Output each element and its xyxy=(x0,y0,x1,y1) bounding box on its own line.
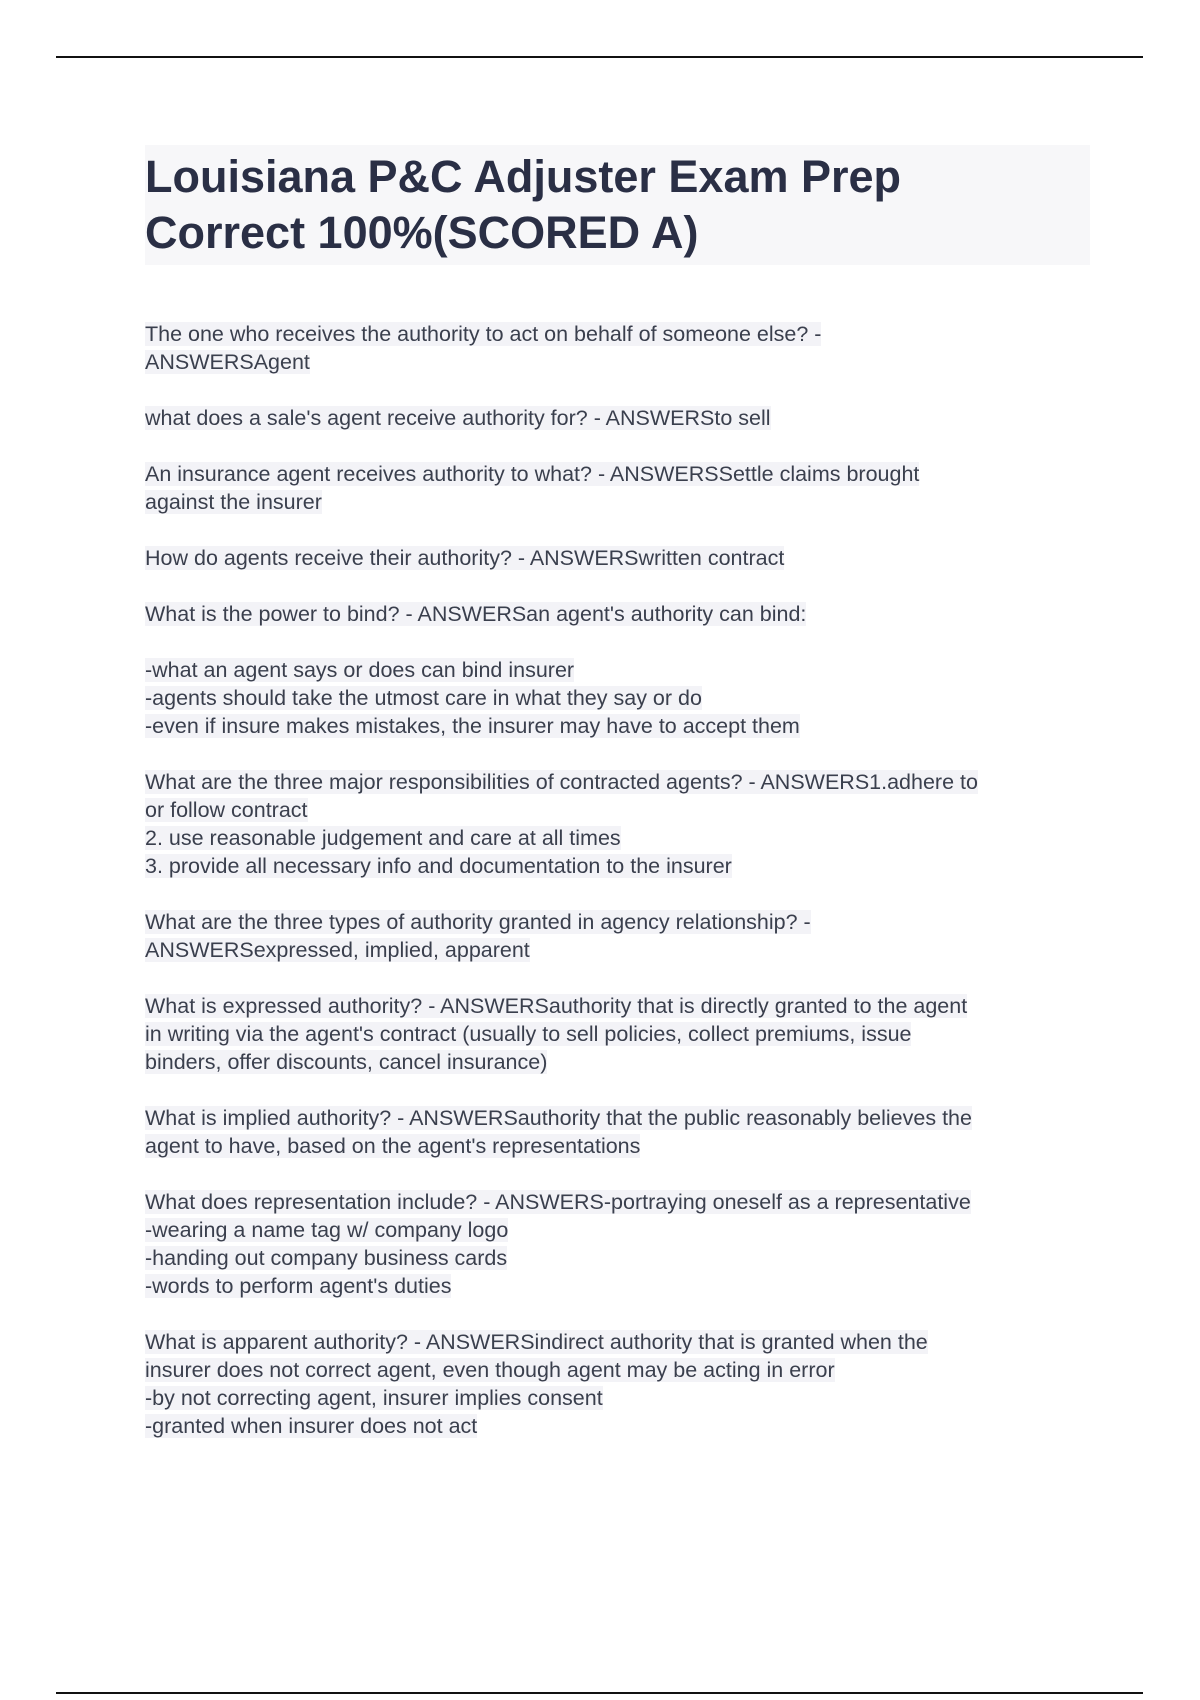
qa-line: How do agents receive their authority? - ANSWERSwritten contract xyxy=(145,546,785,570)
qa-line: What is expressed authority? - ANSWERSauthority that is directly granted to the agent xyxy=(145,994,968,1018)
qa-line: 3. provide all necessary info and documentation to the insurer xyxy=(145,854,732,878)
qa-line: The one who receives the authority to act on behalf of someone else? - xyxy=(145,322,822,346)
qa-line: What are the three major responsibilities of contracted agents? - ANSWERS1.adhere to xyxy=(145,770,978,794)
document-title xyxy=(145,145,1090,265)
title-line-2: Correct 100%(SCORED A) xyxy=(145,207,699,258)
qa-sub-line: -what an agent says or does can bind insurer xyxy=(145,658,575,682)
qa-line: or follow contract xyxy=(145,798,308,822)
qa-line: insurer does not correct agent, even though agent may be acting in error xyxy=(145,1358,835,1382)
top-rule xyxy=(56,56,1143,58)
qa-item-10 xyxy=(145,1188,1090,1300)
qa-line: -wearing a name tag w/ company logo xyxy=(145,1218,509,1242)
qa-line: binders, offer discounts, cancel insurance) xyxy=(145,1050,548,1074)
qa-line: An insurance agent receives authority to what? - ANSWERSSettle claims brought xyxy=(145,462,920,486)
qa-line: -granted when insurer does not act xyxy=(145,1414,478,1438)
qa-item-8 xyxy=(145,992,1090,1076)
qa-line: What is the power to bind? - ANSWERSan agent's authority can bind: xyxy=(145,602,807,626)
qa-line: against the insurer xyxy=(145,490,322,514)
qa-line: ANSWERSexpressed, implied, apparent xyxy=(145,938,530,962)
title-line-1: Louisiana P&C Adjuster Exam Prep xyxy=(145,151,902,202)
qa-item-4 xyxy=(145,544,1090,572)
qa-line: agent to have, based on the agent's representations xyxy=(145,1134,641,1158)
qa-line: -words to perform agent's duties xyxy=(145,1274,452,1298)
qa-item-3 xyxy=(145,460,1090,516)
qa-line: what does a sale's agent receive authority for? - ANSWERSto sell xyxy=(145,406,771,430)
qa-sub-line: -even if insure makes mistakes, the insurer may have to accept them xyxy=(145,714,800,738)
qa-item-7 xyxy=(145,908,1090,964)
qa-item-1 xyxy=(145,320,1090,376)
qa-item-11 xyxy=(145,1328,1090,1440)
qa-line: -handing out company business cards xyxy=(145,1246,508,1270)
qa-sub-line: -agents should take the utmost care in what they say or do xyxy=(145,686,702,710)
document-body xyxy=(145,145,1090,1468)
qa-line: in writing via the agent's contract (usually to sell policies, collect premiums, issue xyxy=(145,1022,912,1046)
qa-line: 2. use reasonable judgement and care at all times xyxy=(145,826,621,850)
qa-item-9 xyxy=(145,1104,1090,1160)
qa-line: What is implied authority? - ANSWERSauthority that the public reasonably believes the xyxy=(145,1106,972,1130)
bottom-rule xyxy=(56,1692,1143,1694)
qa-sub-list xyxy=(145,656,1090,740)
qa-item-6 xyxy=(145,768,1090,880)
qa-line: What are the three types of authority granted in agency relationship? - xyxy=(145,910,811,934)
qa-line: What is apparent authority? - ANSWERSindirect authority that is granted when the xyxy=(145,1330,928,1354)
qa-line: ANSWERSAgent xyxy=(145,350,310,374)
qa-item-5 xyxy=(145,600,1090,740)
qa-line: -by not correcting agent, insurer implies consent xyxy=(145,1386,603,1410)
qa-line: What does representation include? - ANSWERS-portraying oneself as a representative xyxy=(145,1190,971,1214)
qa-item-2 xyxy=(145,404,1090,432)
